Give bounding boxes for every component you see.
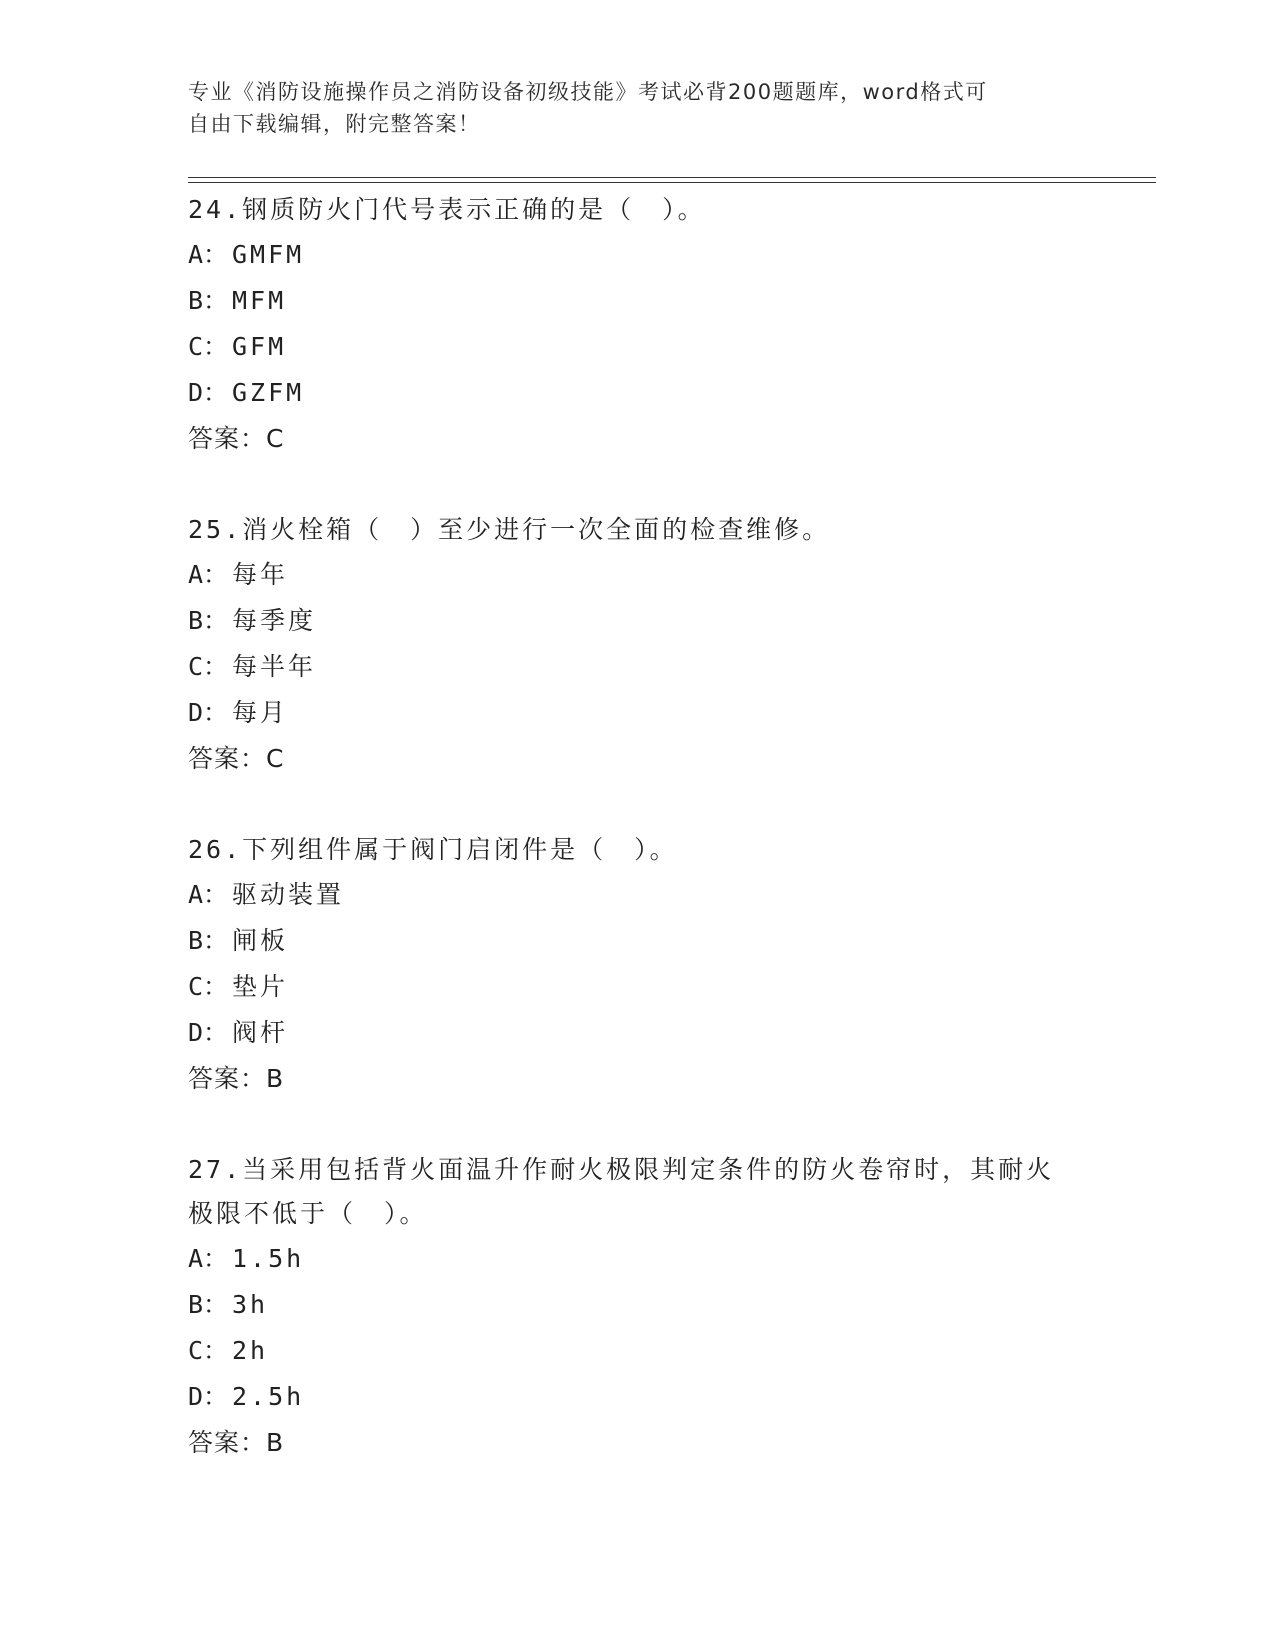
document-header — [188, 76, 1068, 140]
option-letter: D： — [188, 1382, 229, 1411]
question-27 — [188, 1148, 1088, 1466]
option-text: 驱动装置 — [232, 880, 345, 909]
option-text: 每月 — [232, 698, 289, 727]
option-c — [188, 964, 1088, 1010]
option-d — [188, 1374, 1088, 1420]
option-text: 3h — [232, 1290, 269, 1319]
question-25 — [188, 508, 1088, 782]
option-letter: A： — [188, 560, 229, 589]
option-letter: B： — [188, 926, 229, 955]
option-b — [188, 278, 1088, 324]
option-text: 每季度 — [232, 606, 317, 635]
option-c — [188, 644, 1088, 690]
option-letter: B： — [188, 606, 229, 635]
option-a — [188, 872, 1088, 918]
option-text: GZFM — [232, 378, 305, 407]
question-stem-line-2: 极限不低于（ ）。 — [188, 1199, 428, 1228]
question-24 — [188, 188, 1088, 462]
header-line-1: 专业《消防设施操作员之消防设备初级技能》考试必背200题题库，word格式可 — [188, 80, 988, 104]
option-text: 每半年 — [232, 652, 317, 681]
option-letter: D： — [188, 1018, 229, 1047]
option-a — [188, 1236, 1088, 1282]
option-letter: A： — [188, 240, 229, 269]
option-text: 2h — [232, 1336, 269, 1365]
option-d — [188, 1010, 1088, 1056]
option-text: 垫片 — [232, 972, 289, 1001]
question-stem: 26.下列组件属于阀门启闭件是（ ）。 — [188, 835, 678, 864]
option-text: 闸板 — [232, 926, 289, 955]
question-stem-line-1: 27.当采用包括背火面温升作耐火极限判定条件的防火卷帘时，其耐火 — [188, 1155, 1055, 1184]
option-b — [188, 1282, 1088, 1328]
answer-label: 答案：C — [188, 424, 285, 453]
option-a — [188, 552, 1088, 598]
option-text: 1.5h — [232, 1244, 305, 1273]
option-letter: B： — [188, 286, 229, 315]
option-text: GFM — [232, 332, 287, 361]
option-b — [188, 918, 1088, 964]
option-d — [188, 370, 1088, 416]
option-letter: C： — [188, 1336, 229, 1365]
header-line-2: 自由下载编辑，附完整答案！ — [188, 112, 481, 136]
question-26 — [188, 828, 1088, 1102]
question-stem: 24.钢质防火门代号表示正确的是（ ）。 — [188, 195, 706, 224]
option-letter: C： — [188, 652, 229, 681]
option-text: GMFM — [232, 240, 305, 269]
option-letter: C： — [188, 972, 229, 1001]
option-d — [188, 690, 1088, 736]
option-letter: C： — [188, 332, 229, 361]
option-text: 2.5h — [232, 1382, 305, 1411]
option-text: 阀杆 — [232, 1018, 289, 1047]
option-c — [188, 1328, 1088, 1374]
option-c — [188, 324, 1088, 370]
header-divider-top — [188, 177, 1156, 178]
answer-label: 答案：B — [188, 1428, 285, 1457]
option-text: MFM — [232, 286, 287, 315]
header-divider-bottom — [188, 182, 1156, 183]
option-letter: A： — [188, 1244, 229, 1273]
option-letter: D： — [188, 698, 229, 727]
option-a — [188, 232, 1088, 278]
option-letter: D： — [188, 378, 229, 407]
answer-label: 答案：B — [188, 1064, 285, 1093]
answer-label: 答案：C — [188, 744, 285, 773]
option-b — [188, 598, 1088, 644]
question-stem: 25.消火栓箱（ ）至少进行一次全面的检查维修。 — [188, 515, 831, 544]
option-letter: A： — [188, 880, 229, 909]
option-letter: B： — [188, 1290, 229, 1319]
option-text: 每年 — [232, 560, 289, 589]
